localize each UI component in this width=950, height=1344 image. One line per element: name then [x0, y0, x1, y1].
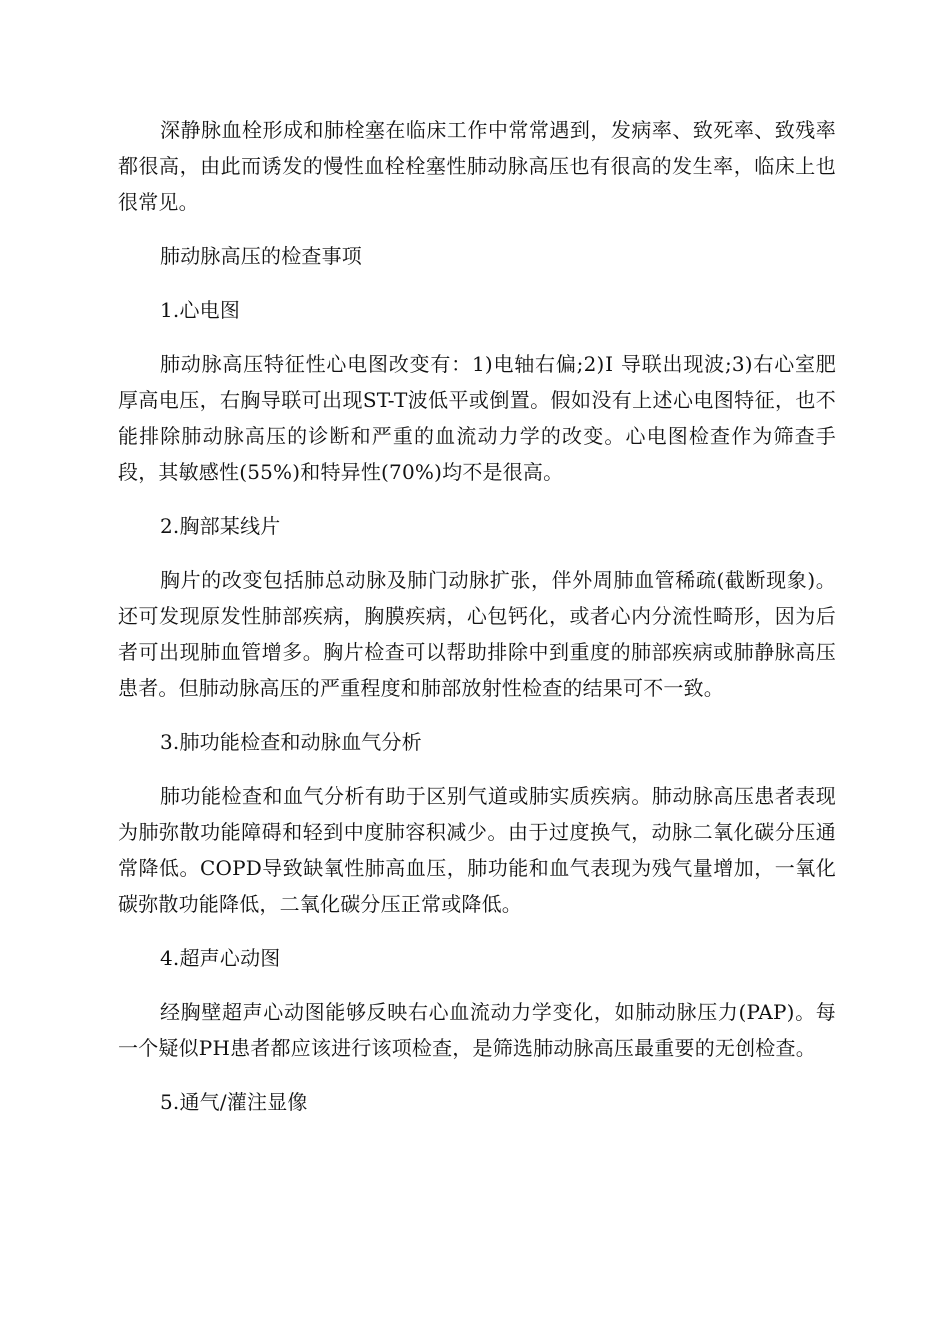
item-heading-chest-xray: 2.胸部某线片: [160, 514, 281, 538]
item-heading-ecg: 1.心电图: [160, 298, 241, 322]
item-body-ecg: 肺动脉高压特征性心电图改变有：1)电轴右偏;2)Ⅰ 导联出现波;3)右心室肥厚高电压，右胸导联可出现ST-T波低平或倒置。假如没有上述心电图特征，也不能排除肺动脉高压的诊断和严重的血流动力学的改变。心电图检查作为筛查手段，其敏感性(55%)和特异性(70%)均不是很高。: [118, 352, 836, 484]
item-heading-vq-scan: 5.通气/灌注显像: [160, 1090, 308, 1114]
section-title: 肺动脉高压的检查事项: [160, 244, 362, 268]
intro-paragraph: 深静脉血栓形成和肺栓塞在临床工作中常常遇到，发病率、致死率、致残率都很高，由此而诱发的慢性血栓栓塞性肺动脉高压也有很高的发生率，临床上也很常见。: [118, 118, 836, 214]
item-body-chest-xray: 胸片的改变包括肺总动脉及肺门动脉扩张，伴外周肺血管稀疏(截断现象)。还可发现原发性肺部疾病，胸膜疾病，心包钙化，或者心内分流性畸形，因为后者可出现肺血管增多。胸片检查可以帮助排除中到重度的肺部疾病或肺静脉高压患者。但肺动脉高压的严重程度和肺部放射性检查的结果可不一致。: [118, 568, 836, 700]
item-body-lung-function: 肺功能检查和血气分析有助于区别气道或肺实质疾病。肺动脉高压患者表现为肺弥散功能障碍和轻到中度肺容积减少。由于过度换气，动脉二氧化碳分压通常降低。COPD导致缺氧性肺高血压，肺功能和血气表现为残气量增加，一氧化碳弥散功能降低，二氧化碳分压正常或降低。: [118, 784, 836, 916]
document-page: [118, 112, 836, 1138]
item-heading-lung-function: 3.肺功能检查和动脉血气分析: [160, 730, 422, 754]
item-body-echocardiogram: 经胸壁超声心动图能够反映右心血流动力学变化，如肺动脉压力(PAP)。每一个疑似PH患者都应该进行该项检查，是筛选肺动脉高压最重要的无创检查。: [118, 1000, 836, 1060]
item-heading-echocardiogram: 4.超声心动图: [160, 946, 281, 970]
